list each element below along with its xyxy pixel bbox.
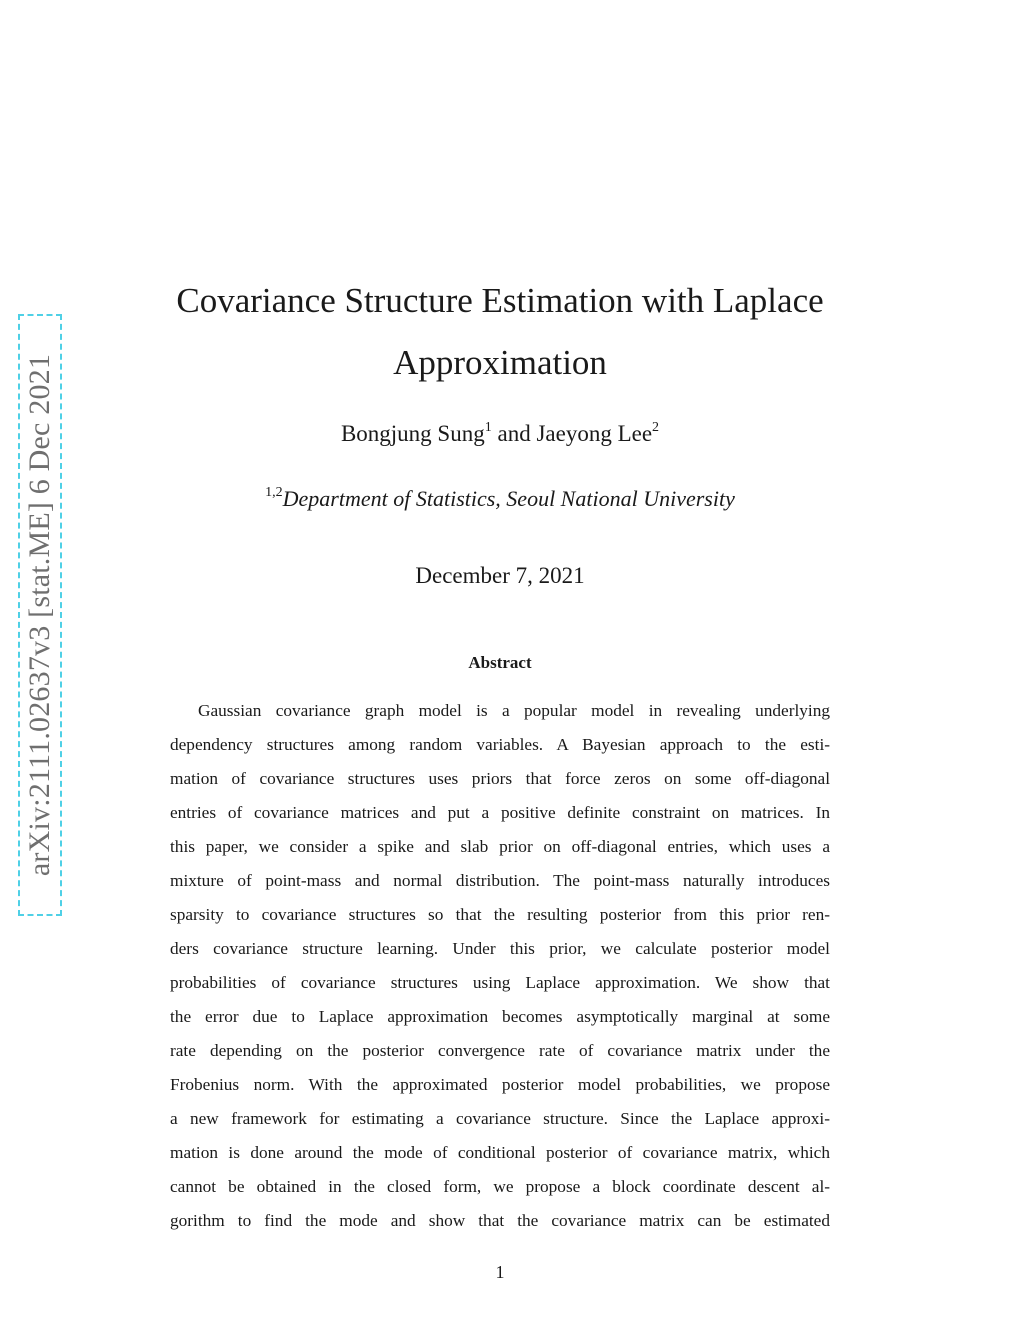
abstract-line: Frobenius norm. With the approximated posterior model probabilities, we propose [170,1075,830,1094]
abstract-line: this paper, we consider a spike and slab prior on off-diagonal entries, which uses a [170,837,830,856]
abstract-line: cannot be obtained in the closed form, we propose a block coordinate descent al- [170,1177,830,1196]
paper-title-line-1: Covariance Structure Estimation with Laplace [176,281,824,320]
abstract-body [170,694,830,1238]
abstract-line: a new framework for estimating a covariance structure. Since the Laplace approxi- [170,1109,830,1128]
abstract-line: gorithm to find the mode and show that the covariance matrix can be estimated [170,1211,830,1230]
page-number: 1 [495,1262,505,1282]
author-list [170,420,830,447]
abstract-line: Gaussian covariance graph model is a popular model in revealing underlying [198,701,830,720]
affiliation-text: Department of Statistics, Seoul National University [282,486,735,511]
author-2-affiliation-mark: 2 [652,420,660,435]
affiliation [170,485,830,512]
arxiv-stamp-text: arXiv:2111.02637v3 [stat.ME] 6 Dec 2021 [23,353,56,877]
abstract-line: dependency structures among random variables. A Bayesian approach to the esti- [170,735,830,754]
abstract-line: sparsity to covariance structures so that the resulting posterior from this prior ren- [170,905,830,924]
author-connector: and [497,421,531,446]
abstract-line: mixture of point-mass and normal distribution. The point-mass naturally introduces [170,871,830,890]
abstract-line: mation is done around the mode of conditional posterior of covariance matrix, which [170,1143,830,1162]
abstract-heading: Abstract [468,653,532,672]
abstract-line: mation of covariance structures uses priors that force zeros on some off-diagonal [170,769,830,788]
author-1-name: Bongjung Sung [340,421,485,446]
author-2-name: Jaeyong Lee [536,421,653,446]
abstract-line: ders covariance structure learning. Under this prior, we calculate posterior model [170,939,830,958]
paper-title-line-2: Approximation [393,343,607,382]
abstract-line: the error due to Laplace approximation becomes asymptotically marginal at some [170,1007,830,1026]
paper-title [170,270,830,394]
abstract-line: entries of covariance matrices and put a positive definite constraint on matrices. In [170,803,830,822]
abstract-line: rate depending on the posterior convergence rate of covariance matrix under the [170,1041,830,1060]
author-1-affiliation-mark: 1 [484,420,492,435]
affiliation-mark: 1,2 [265,485,283,500]
abstract-line: probabilities of covariance structures using Laplace approximation. We show that [170,973,830,992]
arxiv-stamp [18,314,62,916]
publication-date: December 7, 2021 [415,563,585,588]
